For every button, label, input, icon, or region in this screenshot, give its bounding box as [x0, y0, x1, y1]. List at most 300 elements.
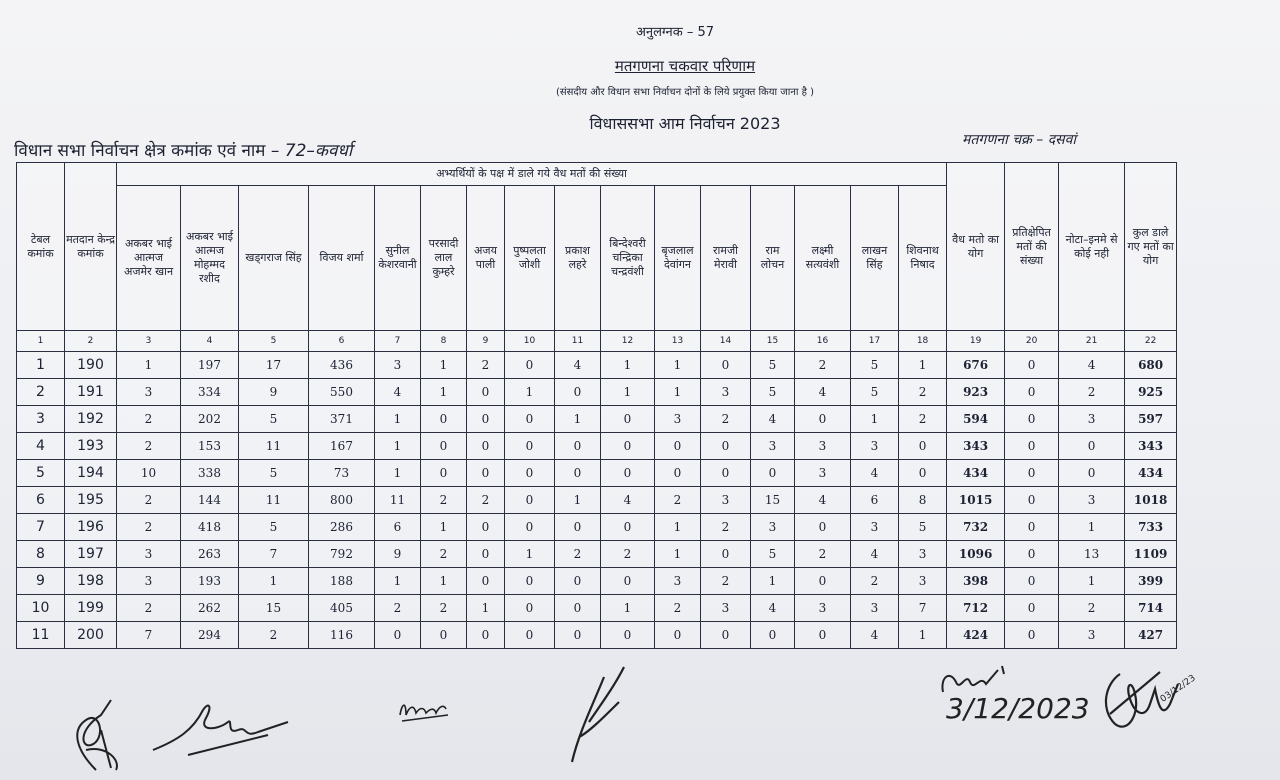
table-cell: 4: [751, 406, 795, 433]
table-cell: 4: [601, 487, 655, 514]
table-cell: 1: [655, 379, 701, 406]
header-candidate-15: लाखन सिंह: [851, 186, 899, 331]
table-cell: 1: [655, 352, 701, 379]
table-cell: 732: [947, 514, 1005, 541]
table-cell: 0: [421, 433, 467, 460]
table-cell: 2: [1059, 379, 1125, 406]
table-cell: 9: [239, 379, 309, 406]
table-cell: 2: [701, 568, 751, 595]
signature-3: [396, 695, 456, 725]
table-cell: 0: [467, 379, 505, 406]
table-cell: 7: [117, 622, 181, 649]
constituency-value: 72–कवर्धा: [284, 141, 353, 161]
table-cell: 2: [851, 568, 899, 595]
table-cell: 1: [601, 352, 655, 379]
table-cell: 3: [899, 541, 947, 568]
table-cell: 0: [1005, 433, 1059, 460]
table-cell: 198: [65, 568, 117, 595]
header-candidate-9: प्रकाश लहरे: [555, 186, 601, 331]
table-cell: 2: [795, 541, 851, 568]
table-cell: 197: [181, 352, 239, 379]
table-cell: 1: [375, 433, 421, 460]
table-cell: 0: [751, 622, 795, 649]
table-cell: 144: [181, 487, 239, 514]
table-cell: 1: [555, 406, 601, 433]
table-cell: 0: [751, 460, 795, 487]
column-number: 9: [467, 331, 505, 352]
header-candidate-11: बृजलाल देवांगन: [655, 186, 701, 331]
table-cell: 2: [899, 379, 947, 406]
table-cell: 434: [1125, 460, 1177, 487]
table-cell: 3: [117, 541, 181, 568]
table-row: [17, 541, 1177, 568]
table-cell: 10: [17, 595, 65, 622]
column-number: 16: [795, 331, 851, 352]
table-cell: 0: [795, 514, 851, 541]
signature-date: 3/12/2023: [946, 692, 1090, 725]
table-cell: 0: [555, 622, 601, 649]
table-cell: 11: [239, 433, 309, 460]
table-cell: 733: [1125, 514, 1177, 541]
header-valid-votes: वैध मतो का योग: [947, 163, 1005, 331]
header-total-votes: कुल डाले गए मतों का योग: [1125, 163, 1177, 331]
document-title: मतगणना चकवार परिणाम: [614, 57, 756, 75]
column-number: 19: [947, 331, 1005, 352]
table-cell: 2: [421, 541, 467, 568]
table-cell: 202: [181, 406, 239, 433]
table-cell: 4: [795, 379, 851, 406]
table-cell: 1: [375, 460, 421, 487]
table-cell: 594: [947, 406, 1005, 433]
table-cell: 0: [555, 460, 601, 487]
header-candidate-6: परसादी लाल कुम्हरे: [421, 186, 467, 331]
table-cell: 0: [505, 406, 555, 433]
table-cell: 3: [795, 595, 851, 622]
table-cell: 1: [601, 379, 655, 406]
table-cell: 0: [795, 568, 851, 595]
table-cell: 7: [239, 541, 309, 568]
table-cell: 0: [467, 406, 505, 433]
table-cell: 3: [1059, 406, 1125, 433]
table-cell: 0: [421, 406, 467, 433]
column-number: 2: [65, 331, 117, 352]
table-cell: 1: [375, 406, 421, 433]
table-cell: 4: [17, 433, 65, 460]
table-cell: 3: [851, 433, 899, 460]
table-cell: 2: [239, 622, 309, 649]
header-candidate-7: अजय पाली: [467, 186, 505, 331]
table-cell: 1: [17, 352, 65, 379]
table-cell: 3: [17, 406, 65, 433]
header-tendered-votes: प्रतिक्षेपित मतों की संख्या: [1005, 163, 1059, 331]
table-cell: 0: [421, 460, 467, 487]
table-cell: 8: [899, 487, 947, 514]
header-candidate-12: रामजी मेरावी: [701, 186, 751, 331]
header-table-no: टेबल कमांक: [17, 163, 65, 331]
table-cell: 194: [65, 460, 117, 487]
column-number: 15: [751, 331, 795, 352]
table-row: [17, 379, 1177, 406]
table-row: [17, 487, 1177, 514]
signature-1: [66, 690, 136, 775]
signature-date-2: 03/12/23: [1158, 673, 1198, 705]
column-number: 12: [601, 331, 655, 352]
table-cell: 427: [1125, 622, 1177, 649]
table-cell: 196: [65, 514, 117, 541]
table-cell: 2: [601, 541, 655, 568]
table-cell: 0: [467, 568, 505, 595]
table-cell: 0: [505, 514, 555, 541]
table-cell: 923: [947, 379, 1005, 406]
table-cell: 10: [117, 460, 181, 487]
table-cell: 3: [899, 568, 947, 595]
column-number: 20: [1005, 331, 1059, 352]
header-candidate-5: सुनील केशरवानी: [375, 186, 421, 331]
table-cell: 712: [947, 595, 1005, 622]
table-cell: 0: [1005, 487, 1059, 514]
table-cell: 7: [17, 514, 65, 541]
table-cell: 4: [795, 487, 851, 514]
table-cell: 0: [1005, 352, 1059, 379]
table-cell: 1: [1059, 514, 1125, 541]
table-cell: 0: [601, 514, 655, 541]
table-cell: 925: [1125, 379, 1177, 406]
table-cell: 597: [1125, 406, 1177, 433]
column-number: 10: [505, 331, 555, 352]
table-cell: 0: [467, 433, 505, 460]
round-value: दसवां: [1047, 132, 1077, 148]
column-number: 14: [701, 331, 751, 352]
header-candidate-8: पुष्पलता जोशी: [505, 186, 555, 331]
column-number: 3: [117, 331, 181, 352]
table-cell: 1096: [947, 541, 1005, 568]
table-cell: 0: [601, 460, 655, 487]
election-name: विधाससभा आम निर्वाचन 2023: [589, 114, 781, 133]
table-cell: 0: [505, 622, 555, 649]
table-cell: 418: [181, 514, 239, 541]
table-cell: 3: [655, 406, 701, 433]
table-cell: 0: [555, 595, 601, 622]
column-number: 17: [851, 331, 899, 352]
table-cell: 195: [65, 487, 117, 514]
column-number-row: [17, 331, 1177, 352]
table-cell: 0: [601, 622, 655, 649]
table-cell: 0: [505, 487, 555, 514]
table-cell: 0: [655, 460, 701, 487]
table-cell: 5: [239, 460, 309, 487]
table-cell: 6: [851, 487, 899, 514]
header-booth-no: मतदान केन्द्र कमांक: [65, 163, 117, 331]
table-cell: 2: [655, 595, 701, 622]
table-cell: 1: [117, 352, 181, 379]
table-cell: 0: [1005, 595, 1059, 622]
table-cell: 1: [851, 406, 899, 433]
table-cell: 116: [309, 622, 375, 649]
table-cell: 5: [239, 406, 309, 433]
table-cell: 9: [17, 568, 65, 595]
table-cell: 17: [239, 352, 309, 379]
table-cell: 0: [555, 514, 601, 541]
table-cell: 3: [795, 460, 851, 487]
table-cell: 398: [947, 568, 1005, 595]
table-cell: 0: [899, 460, 947, 487]
constituency-line: [14, 138, 352, 161]
table-cell: 0: [601, 406, 655, 433]
table-cell: 193: [65, 433, 117, 460]
table-cell: 0: [655, 433, 701, 460]
column-number: 7: [375, 331, 421, 352]
table-cell: 11: [375, 487, 421, 514]
table-cell: 0: [555, 568, 601, 595]
column-number: 4: [181, 331, 239, 352]
table-cell: 3: [1059, 487, 1125, 514]
column-number: 11: [555, 331, 601, 352]
table-cell: 0: [1059, 460, 1125, 487]
table-cell: 0: [1059, 433, 1125, 460]
table-cell: 399: [1125, 568, 1177, 595]
table-cell: 4: [555, 352, 601, 379]
table-cell: 167: [309, 433, 375, 460]
table-cell: 192: [65, 406, 117, 433]
table-cell: 286: [309, 514, 375, 541]
table-cell: 2: [795, 352, 851, 379]
table-cell: 197: [65, 541, 117, 568]
table-cell: 424: [947, 622, 1005, 649]
table-cell: 2: [421, 487, 467, 514]
table-cell: 3: [117, 379, 181, 406]
column-number: 22: [1125, 331, 1177, 352]
table-cell: 4: [751, 595, 795, 622]
round-label: मतगणना चक्र –: [962, 132, 1044, 148]
table-cell: 1: [655, 541, 701, 568]
header-candidate-13: राम लोचन: [751, 186, 795, 331]
table-cell: 0: [1005, 622, 1059, 649]
table-cell: 11: [239, 487, 309, 514]
table-cell: 153: [181, 433, 239, 460]
table-cell: 1109: [1125, 541, 1177, 568]
table-cell: 5: [899, 514, 947, 541]
table-cell: 3: [701, 595, 751, 622]
table-cell: 262: [181, 595, 239, 622]
column-number: 8: [421, 331, 467, 352]
table-cell: 8: [17, 541, 65, 568]
table-row: [17, 568, 1177, 595]
column-number: 21: [1059, 331, 1125, 352]
table-cell: 0: [375, 622, 421, 649]
table-row: [17, 460, 1177, 487]
table-cell: 2: [655, 487, 701, 514]
table-row: [17, 622, 1177, 649]
table-cell: 73: [309, 460, 375, 487]
table-cell: 9: [375, 541, 421, 568]
table-cell: 0: [701, 622, 751, 649]
signature-4: [564, 662, 634, 767]
table-cell: 3: [751, 514, 795, 541]
table-cell: 3: [655, 568, 701, 595]
table-cell: 11: [17, 622, 65, 649]
table-cell: 1: [467, 595, 505, 622]
table-cell: 1: [555, 487, 601, 514]
table-cell: 680: [1125, 352, 1177, 379]
table-cell: 1: [505, 541, 555, 568]
column-number: 18: [899, 331, 947, 352]
table-row: [17, 433, 1177, 460]
table-cell: 3: [701, 487, 751, 514]
table-cell: 4: [851, 541, 899, 568]
results-body: [17, 352, 1177, 649]
table-row: [17, 595, 1177, 622]
header-candidate-14: लक्ष्मी सत्यवंशी: [795, 186, 851, 331]
table-cell: 2: [117, 487, 181, 514]
table-cell: 1: [899, 622, 947, 649]
table-cell: 0: [555, 379, 601, 406]
table-cell: 1: [239, 568, 309, 595]
table-cell: 263: [181, 541, 239, 568]
table-cell: 1: [899, 352, 947, 379]
table-cell: 2: [701, 406, 751, 433]
table-cell: 2: [555, 541, 601, 568]
table-cell: 2: [421, 595, 467, 622]
table-cell: 0: [1005, 568, 1059, 595]
table-cell: 2: [467, 352, 505, 379]
table-cell: 1015: [947, 487, 1005, 514]
table-cell: 0: [467, 622, 505, 649]
table-cell: 2: [117, 433, 181, 460]
column-number: 6: [309, 331, 375, 352]
table-cell: 343: [947, 433, 1005, 460]
table-cell: 0: [701, 433, 751, 460]
results-table: [16, 162, 1177, 649]
table-cell: 1: [655, 514, 701, 541]
column-number: 5: [239, 331, 309, 352]
table-cell: 0: [701, 352, 751, 379]
table-cell: 188: [309, 568, 375, 595]
column-number: 13: [655, 331, 701, 352]
header-candidate-16: शिवनाथ निषाद: [899, 186, 947, 331]
header-candidate-4: विजय शर्मा: [309, 186, 375, 331]
table-cell: 7: [899, 595, 947, 622]
table-cell: 334: [181, 379, 239, 406]
table-cell: 2: [117, 514, 181, 541]
table-cell: 0: [467, 514, 505, 541]
table-cell: 4: [375, 379, 421, 406]
table-cell: 0: [795, 622, 851, 649]
table-row: [17, 514, 1177, 541]
table-cell: 676: [947, 352, 1005, 379]
table-cell: 3: [751, 433, 795, 460]
table-cell: 2: [117, 595, 181, 622]
table-cell: 294: [181, 622, 239, 649]
counting-round: [962, 130, 1076, 149]
document-subtitle: (संसदीय और विधान सभा निर्वाचन दोनों के लिये प्रयुक्त किया जाना है ): [555, 87, 815, 98]
table-cell: 199: [65, 595, 117, 622]
table-cell: 1: [421, 568, 467, 595]
table-cell: 371: [309, 406, 375, 433]
table-cell: 1: [505, 379, 555, 406]
table-cell: 5: [17, 460, 65, 487]
table-cell: 1: [421, 352, 467, 379]
header-candidate-10: बिन्देश्वरी चन्द्रिका चन्द्रवंशी: [601, 186, 655, 331]
table-cell: 15: [751, 487, 795, 514]
table-cell: 2: [375, 595, 421, 622]
table-cell: 0: [1005, 541, 1059, 568]
table-row: [17, 406, 1177, 433]
table-cell: 0: [505, 460, 555, 487]
table-cell: 1: [421, 514, 467, 541]
table-cell: 0: [701, 460, 751, 487]
table-cell: 1: [601, 595, 655, 622]
table-cell: 2: [899, 406, 947, 433]
table-cell: 5: [751, 352, 795, 379]
annexure-number: अनुलग्नक – 57: [635, 25, 715, 40]
table-cell: 191: [65, 379, 117, 406]
constituency-label: विधान सभा निर्वाचन क्षेत्र कमांक एवं नाम –: [14, 141, 280, 161]
table-cell: 0: [555, 433, 601, 460]
table-cell: 3: [851, 595, 899, 622]
header-nota: नोटा–इनमे से कोई नही: [1059, 163, 1125, 331]
table-cell: 0: [601, 433, 655, 460]
signature-2: [148, 700, 298, 760]
table-cell: 13: [1059, 541, 1125, 568]
table-cell: 4: [851, 460, 899, 487]
table-cell: 3: [375, 352, 421, 379]
table-cell: 15: [239, 595, 309, 622]
table-cell: 5: [239, 514, 309, 541]
table-cell: 0: [421, 622, 467, 649]
table-cell: 2: [701, 514, 751, 541]
table-cell: 792: [309, 541, 375, 568]
table-cell: 1: [751, 568, 795, 595]
table-cell: 0: [601, 568, 655, 595]
table-cell: 0: [505, 352, 555, 379]
table-cell: 3: [851, 514, 899, 541]
table-cell: 800: [309, 487, 375, 514]
table-cell: 0: [701, 541, 751, 568]
table-cell: 343: [1125, 433, 1177, 460]
table-cell: 405: [309, 595, 375, 622]
column-number: 1: [17, 331, 65, 352]
table-cell: 0: [899, 433, 947, 460]
table-cell: 5: [751, 379, 795, 406]
table-cell: 5: [851, 379, 899, 406]
table-cell: 0: [655, 622, 701, 649]
table-cell: 0: [505, 433, 555, 460]
signature-6: [1100, 664, 1200, 734]
table-cell: 0: [505, 568, 555, 595]
table-cell: 3: [701, 379, 751, 406]
table-cell: 5: [751, 541, 795, 568]
table-cell: 2: [1059, 595, 1125, 622]
table-cell: 200: [65, 622, 117, 649]
header-candidate-2: अकबर भाई आत्मज मोहम्मद रशीद: [181, 186, 239, 331]
table-row: [17, 352, 1177, 379]
table-cell: 714: [1125, 595, 1177, 622]
table-cell: 0: [467, 460, 505, 487]
table-cell: 1018: [1125, 487, 1177, 514]
table-cell: 3: [795, 433, 851, 460]
table-cell: 1: [1059, 568, 1125, 595]
table-cell: 2: [17, 379, 65, 406]
table-cell: 4: [851, 622, 899, 649]
table-cell: 6: [17, 487, 65, 514]
table-cell: 3: [1059, 622, 1125, 649]
table-cell: 550: [309, 379, 375, 406]
header-candidate-3: खड्गराज सिंह: [239, 186, 309, 331]
header-candidate-1: अकबर भाई आत्मज अजमेर खान: [117, 186, 181, 331]
table-cell: 0: [795, 406, 851, 433]
table-cell: 0: [1005, 379, 1059, 406]
table-cell: 2: [117, 406, 181, 433]
